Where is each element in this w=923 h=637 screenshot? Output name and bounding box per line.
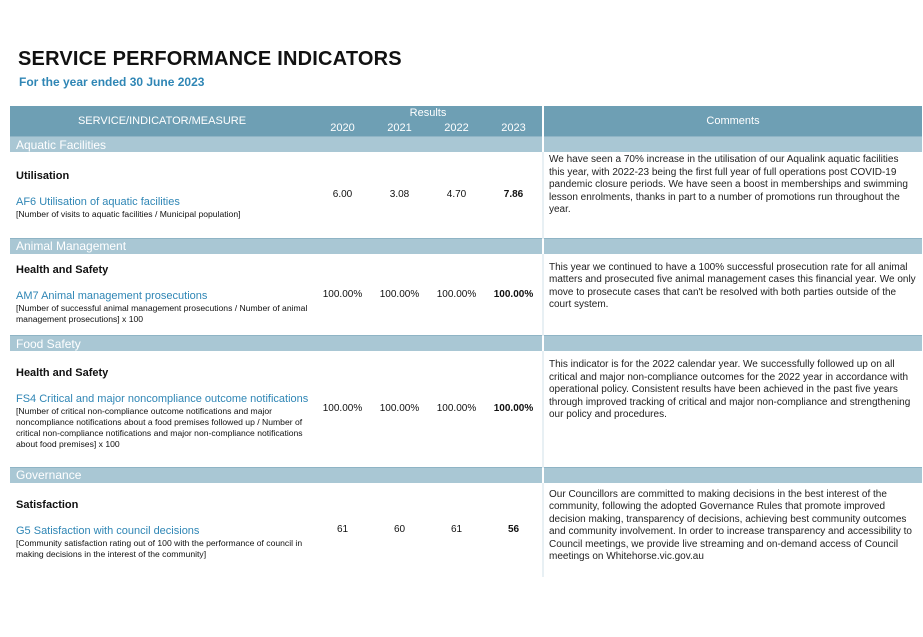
- indicator-label: AF6 Utilisation of aquatic facilities: [16, 195, 180, 208]
- table-row: [10, 152, 922, 238]
- indicator-label: G5 Satisfaction with council decisions: [16, 524, 200, 537]
- value-2023: 100.00%: [493, 403, 534, 415]
- value-2021: 100.00%: [379, 288, 420, 300]
- measure-cell: [10, 152, 314, 238]
- section-header-row: [10, 238, 922, 254]
- header-year-2022: 2022: [428, 121, 485, 137]
- section-name: Animal Management: [10, 238, 543, 254]
- value-2023: 56: [507, 524, 520, 535]
- table-row: [10, 351, 922, 467]
- value-2022: 61: [450, 524, 463, 535]
- page-title: SERVICE PERFORMANCE INDICATORS: [18, 48, 402, 70]
- value-2023: 100.00%: [493, 288, 534, 300]
- table-row: [10, 254, 922, 336]
- header-service: SERVICE/INDICATOR/MEASURE: [10, 106, 314, 137]
- header-year-2020: 2020: [314, 121, 371, 137]
- section-header-row: [10, 137, 922, 153]
- indicator-definition: [Number of visits to aquatic facilities / Municipal population]: [16, 208, 241, 219]
- category-label: Satisfaction: [16, 498, 79, 511]
- category-label: Health and Safety: [16, 263, 109, 276]
- indicator-label: AM7 Animal management prosecutions: [16, 289, 208, 302]
- header-results: Results: [314, 106, 543, 121]
- measure-cell: [10, 351, 314, 467]
- value-2020: 100.00%: [322, 288, 363, 300]
- measure-cell: [10, 254, 314, 336]
- section-name: Aquatic Facilities: [10, 137, 543, 153]
- indicator-definition: [Number of successful animal management prosecutions / Number of animal management prosecutions] x 100: [16, 302, 308, 324]
- table-row: [10, 483, 922, 577]
- header-year-2023: 2023: [485, 121, 543, 137]
- comment-text: This year we continued to have a 100% successful prosecution rate for all animal matters and prosecuted five animal management cases this financial year. We only move to prosecute cases that can't be resolved with both parties outside of the court system.: [543, 254, 922, 336]
- comment-text: Our Councillors are committed to making decisions in the best interest of the community, following the adopted Governance Rules that promote improved decision making, transparency of decisions, achieving best community outcomes and community involvement. In order to increase transparency and accessibility to Council meetings, we provide live streaming and on-demand access of Council meetings on Whitehorse.vic.gov.au: [543, 483, 922, 577]
- indicator-label: FS4 Critical and major noncompliance outcome notifications: [16, 392, 309, 405]
- value-2022: 4.70: [446, 189, 467, 201]
- indicator-definition: [Community satisfaction rating out of 100 with the performance of council in making decisions in the interest of the community]: [16, 537, 303, 559]
- comment-text: This indicator is for the 2022 calendar year. We successfully followed up on all critical and major non-compliance outcomes for the 2022 year in accordance with operational policy. Consistent results have been achieved in the past five years through improved tracking of critical and major non-compliance and strengthening our policy and procedures.: [543, 351, 922, 467]
- value-2021: 100.00%: [379, 403, 420, 415]
- section-name: Food Safety: [10, 336, 543, 352]
- performance-table: [10, 106, 922, 577]
- value-2022: 100.00%: [436, 288, 477, 300]
- category-label: Health and Safety: [16, 366, 109, 379]
- value-2021: 3.08: [389, 189, 410, 201]
- section-name: Governance: [10, 467, 543, 483]
- value-2020: 6.00: [332, 189, 353, 201]
- value-2023: 7.86: [503, 189, 524, 201]
- measure-cell: [10, 483, 314, 577]
- header-comments: Comments: [543, 106, 922, 137]
- comment-text: We have seen a 70% increase in the utilisation of our Aqualink aquatic facilities this year, with 2022-23 being the first full year of full operations post COVID-19 pandemic closure periods. We have seen a boost in memberships and swimming lesson enrolments, thanks in part to a number of promotions run throughout the year.: [543, 152, 922, 238]
- header-year-2021: 2021: [371, 121, 428, 137]
- category-label: Utilisation: [16, 169, 70, 182]
- page-subtitle: For the year ended 30 June 2023: [19, 75, 205, 89]
- value-2020: 100.00%: [322, 403, 363, 415]
- value-2020: 61: [336, 524, 349, 535]
- section-header-row: [10, 336, 922, 352]
- value-2022: 100.00%: [436, 403, 477, 415]
- value-2021: 60: [393, 524, 406, 535]
- indicator-definition: [Number of critical non-compliance outcome notifications and major noncompliance notifications about a food premises followed up / Number of critical non-compliance notifications and major non-compliance notifications about food premises] x 100: [16, 405, 303, 450]
- section-header-row: [10, 467, 922, 483]
